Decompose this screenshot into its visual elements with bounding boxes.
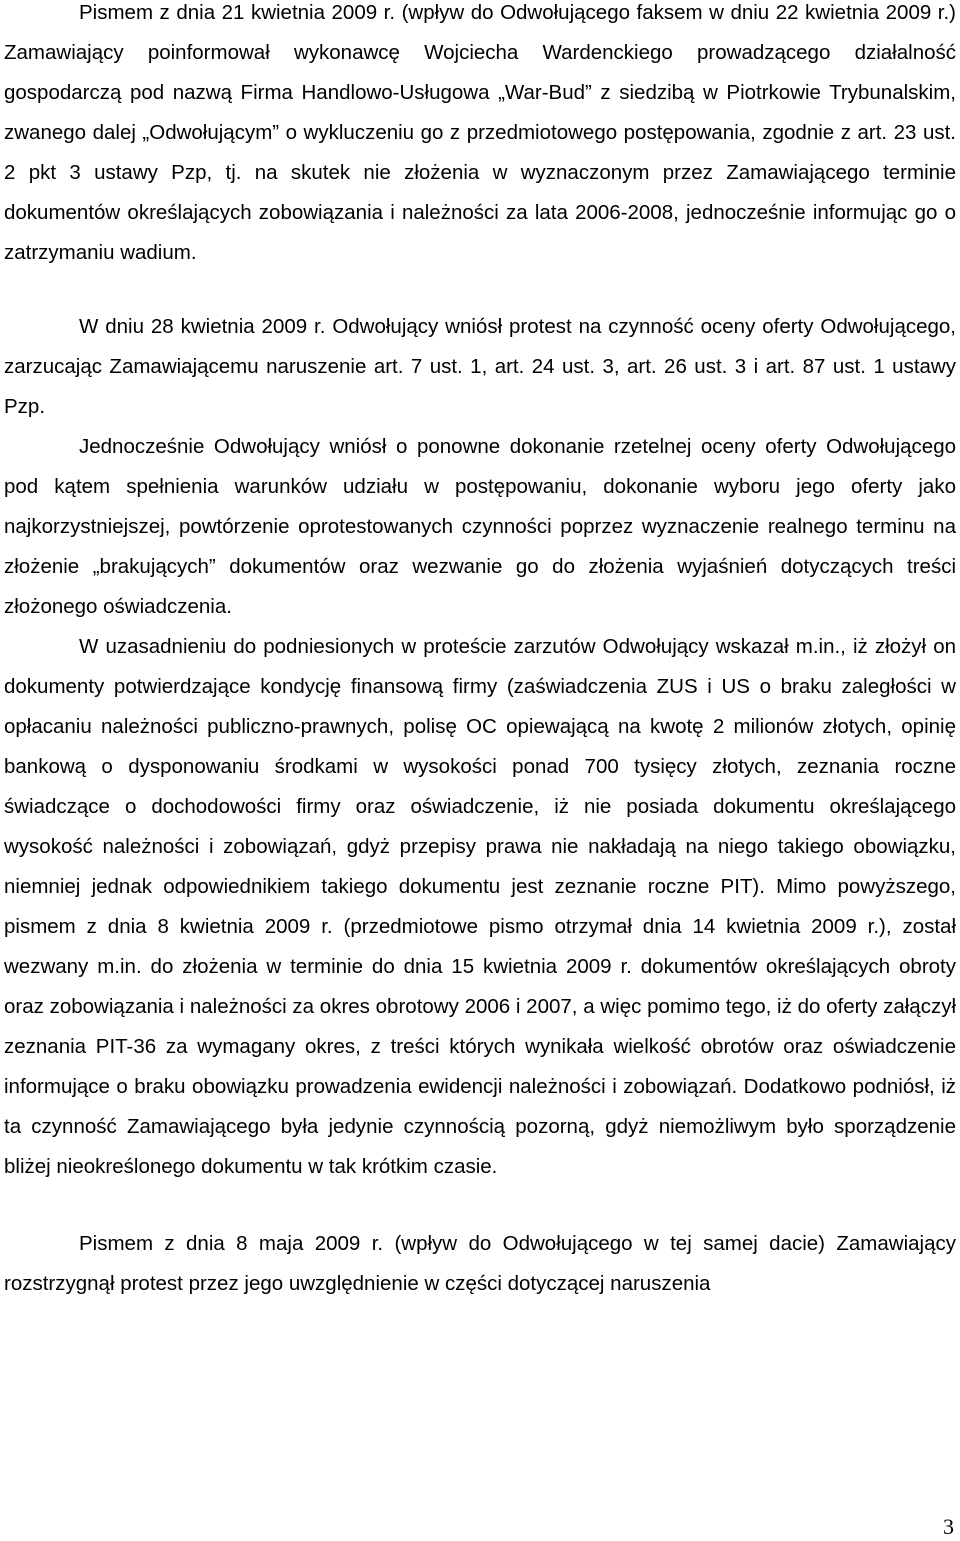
paragraph-exclusion-notice: Pismem z dnia 21 kwietnia 2009 r. (wpływ do Odwołującego faksem w dniu 22 kwietnia 2009 r.) Zamawiający poinformował wykonawcę Wojciecha Wardenckiego prowadzącego działalność gospodarczą pod nazwą Firma Handlowo-Usługowa „War-Bud” z siedzibą w Piotrkowie Trybunalskim, zwanego dalej „Odwołującym” o wykluczeniu go z przedmiotowego postępowania, zgodnie z art. 23 ust. 2 pkt 3 ustawy Pzp, tj. na skutek nie złożenia w wyznaczonym przez Zamawiającego terminie dokumentów określających zobowiązania i należności za lata 2006-2008, jednocześnie informując go o zatrzymaniu wadium.	[4, 1, 956, 264]
paragraph-protest-filed: W dniu 28 kwietnia 2009 r. Odwołujący wniósł protest na czynność oceny oferty Odwołującego, zarzucając Zamawiającemu naruszenie art. 7 ust. 1, art. 24 ust. 3, art. 26 ust. 3 i art. 87 ust. 1 ustawy Pzp.	[4, 315, 956, 418]
document-page	[4, 0, 956, 1304]
paragraph-protest-justification: W uzasadnieniu do podniesionych w proteście zarzutów Odwołujący wskazał m.in., iż złożył on dokumenty potwierdzające kondycję finansową firmy (zaświadczenia ZUS i US o braku zaległości w opłacaniu należności publiczno-prawnych, polisę OC opiewającą na kwotę 2 milionów złotych, opinię bankową o dysponowaniu środkami w wysokości ponad 700 tysięcy złotych, zeznania roczne świadczące o dochodowości firmy oraz oświadczenie, iż nie posiada dokumentu określającego wysokość należności i zobowiązań, gdyż przepisy prawa nie nakładają na niego takiego obowiązku, niemniej jednak odpowiednikiem takiego dokumentu jest zeznanie roczne PIT). Mimo powyższego, pismem z dnia 8 kwietnia 2009 r. (przedmiotowe pismo otrzymał dnia 14 kwietnia 2009 r.), został wezwany m.in. do złożenia w terminie do dnia 15 kwietnia 2009 r. dokumentów określających obroty oraz zobowiązania i należności za okres obrotowy 2006 i 2007, a więc pomimo tego, iż do oferty załączył zeznania PIT-36 za wymagany okres, z treści których wynikała wielkość obrotów oraz oświadczenie informujące o braku obowiązku prowadzenia ewidencji należności i zobowiązań. Dodatkowo podniósł, iż ta czynność Zamawiającego była jedynie czynnością pozorną, gdyż niemożliwym było sporządzenie bliżej nieokreślonego dokumentu w tak krótkim czasie.	[4, 635, 956, 1178]
paragraph-protest-requests: Jednocześnie Odwołujący wniósł o ponowne dokonanie rzetelnej oceny oferty Odwołującego pod kątem spełnienia warunków udziału w postępowaniu, dokonanie wyboru jego oferty jako najkorzystniejszej, powtórzenie oprotestowanych czynności poprzez wyznaczenie realnego terminu na złożenie „brakujących” dokumentów oraz wezwanie go do złożenia wyjaśnień dotyczących treści złożonego oświadczenia.	[4, 435, 956, 618]
paragraph-protest-resolution: Pismem z dnia 8 maja 2009 r. (wpływ do Odwołującego w tej samej dacie) Zamawiający rozstrzygnął protest przez jego uwzględnienie w części dotyczącej naruszenia	[4, 1232, 956, 1295]
page-number: 3	[943, 1514, 954, 1539]
